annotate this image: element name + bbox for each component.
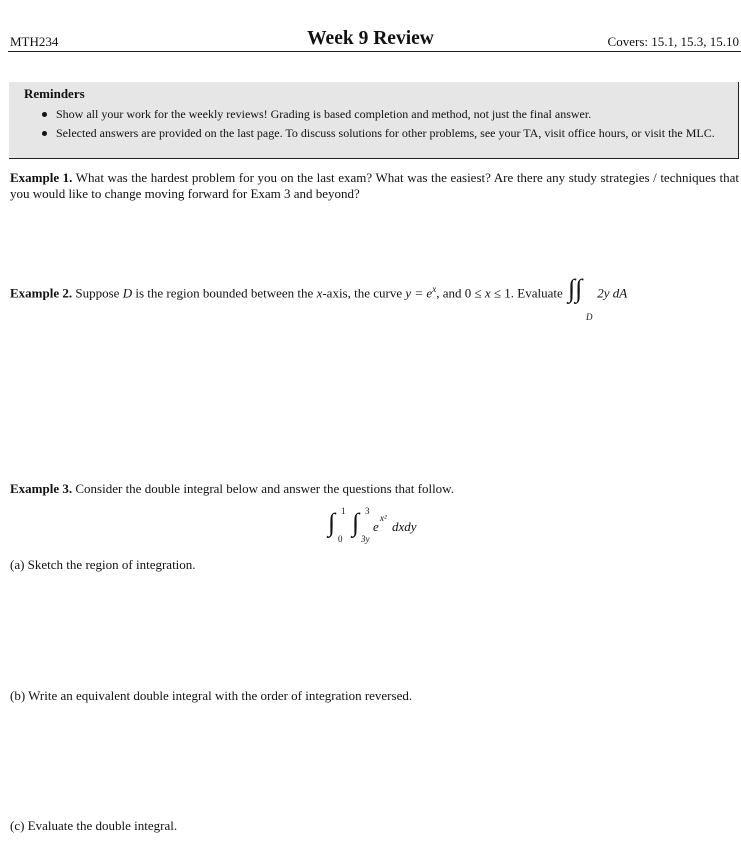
- outer-upper-limit: 1: [341, 506, 346, 516]
- reminders-list: [37, 96, 717, 141]
- reminders-box: [9, 82, 739, 159]
- example-2-text: -axis, the curve: [322, 285, 403, 301]
- page-title: Week 9 Review: [307, 28, 434, 49]
- example-2-text: Suppose: [75, 285, 120, 301]
- part-a: (a) Sketch the region of integration.: [10, 557, 196, 572]
- example-1: [10, 170, 739, 202]
- iterated-integral: [328, 506, 448, 546]
- example-3-text: Consider the double integral below and answer the questions that follow.: [75, 481, 454, 496]
- math-var: x: [484, 285, 491, 301]
- example-2-label: Example 2.: [10, 285, 73, 301]
- reminder-item: [37, 125, 717, 141]
- covers-sections: Covers: 15.1, 15.3, 15.10: [607, 34, 739, 49]
- example-2-text: , and 0 ≤: [436, 285, 482, 301]
- bullet-icon: [42, 131, 47, 136]
- reminder-text: Selected answers are provided on the last page. To discuss solutions for other problems, see your TA, visit office hours, or visit the MLC.: [56, 126, 715, 140]
- example-2-text: is the region bounded between the: [135, 285, 314, 301]
- example-2: [10, 274, 739, 323]
- example-2-text: ≤ 1. Evaluate: [493, 285, 563, 301]
- integral-region: D: [585, 312, 593, 323]
- integral-sign-icon: ∫: [328, 508, 336, 537]
- part-b: (b) Write an equivalent double integral with the order of integration reversed.: [10, 688, 413, 703]
- integral-sign-icon: ∫: [352, 508, 360, 537]
- example-3-label: Example 3.: [10, 481, 73, 496]
- math-var: x: [316, 285, 323, 301]
- inner-upper-limit: 3: [365, 506, 370, 516]
- reminder-text: Show all your work for the weekly reviews! Grading is based completion and method, not just the final answer.: [56, 107, 592, 121]
- bullet-icon: [42, 112, 47, 117]
- reminders-title: Reminders: [24, 86, 85, 101]
- example-1-text: What was the hardest problem for you on the last exam? What was the easiest? Are there any study strategies / techniques that you would like to change moving forward for Exam 3 and beyond?: [10, 170, 739, 201]
- math-exponent: x: [432, 284, 437, 294]
- math-curve: y = e: [405, 285, 433, 301]
- integral-sign-icon: ∫∫: [567, 274, 583, 304]
- math-var: D: [122, 285, 133, 301]
- header-rule: [8, 51, 741, 52]
- integrand-exponent: x²: [380, 513, 387, 523]
- integrand-base: e: [373, 519, 379, 534]
- integrand: 2y dA: [597, 285, 628, 301]
- outer-lower-limit: 0: [338, 534, 343, 544]
- part-c: (c) Evaluate the double integral.: [10, 818, 178, 833]
- differentials: dxdy: [392, 519, 417, 534]
- example-1-label: Example 1.: [10, 170, 73, 185]
- course-code: MTH234: [10, 34, 59, 49]
- reminder-item: [37, 106, 717, 123]
- inner-lower-limit: 3y: [361, 534, 370, 544]
- example-3: [10, 481, 739, 497]
